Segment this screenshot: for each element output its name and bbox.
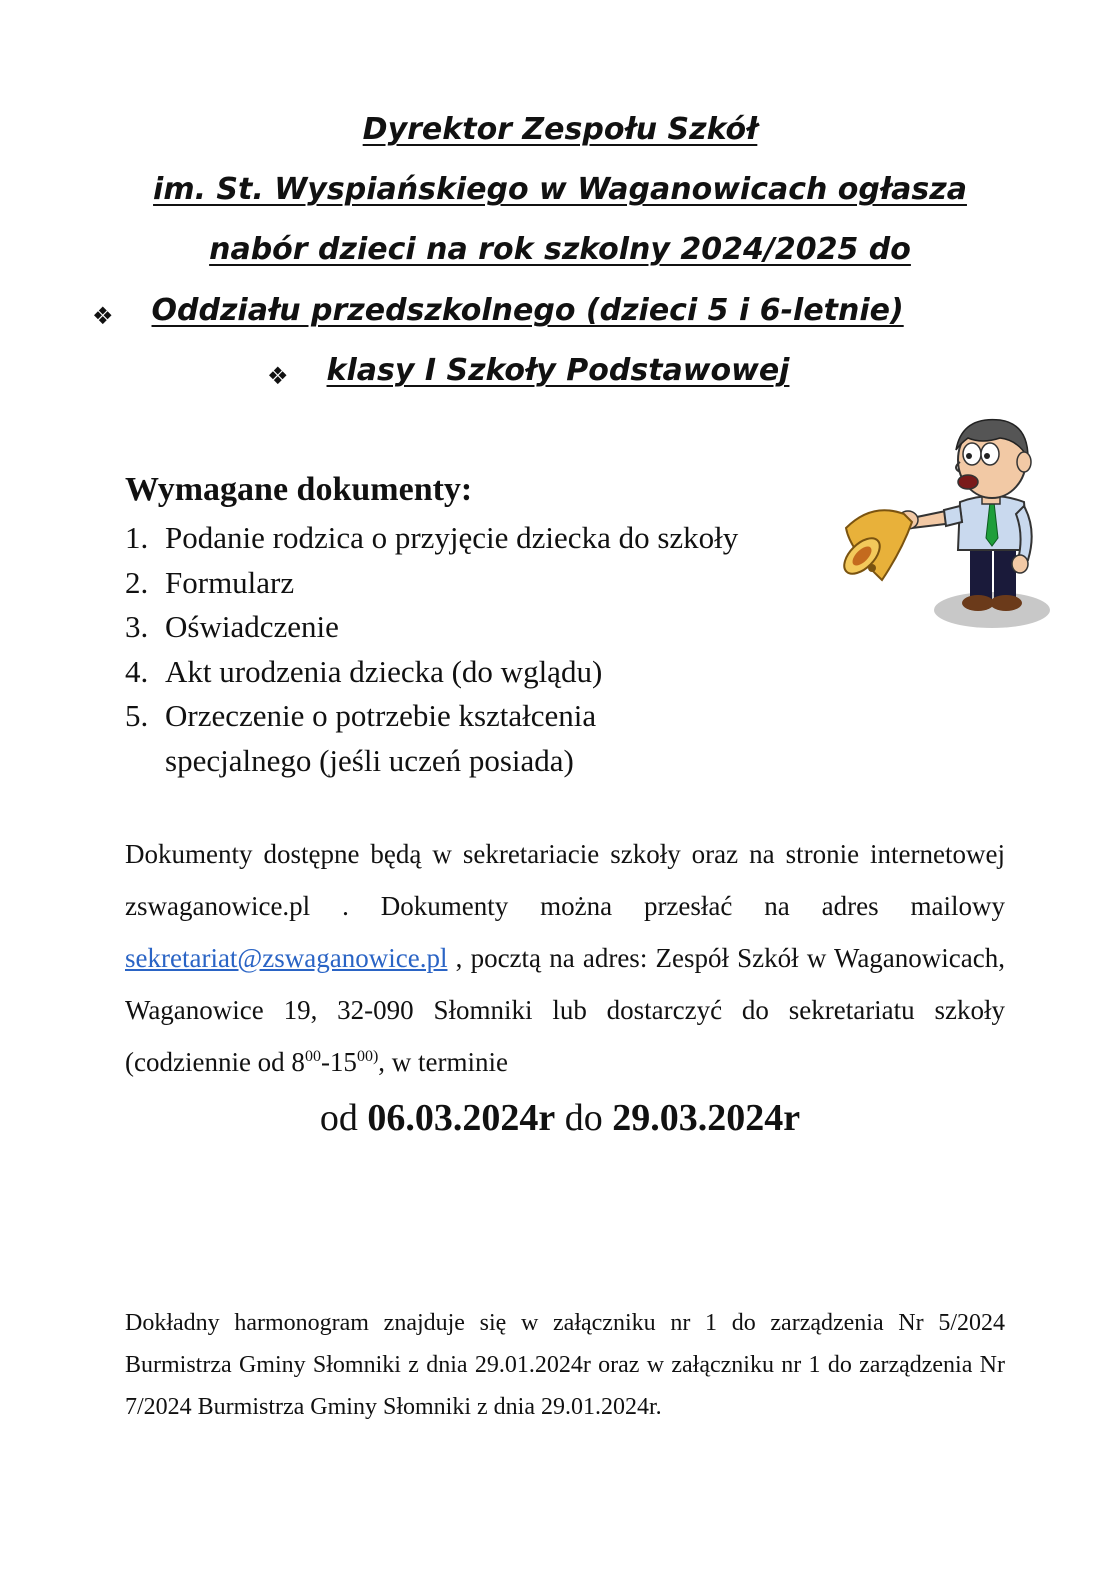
- list-item: 2. Formularz: [125, 564, 295, 600]
- heading-line-1: Dyrektor Zespołu Szkół: [362, 112, 758, 147]
- required-documents-title: Wymagane dokumenty:: [125, 471, 473, 508]
- date-to: 29.03.2024r: [612, 1097, 801, 1139]
- diamond-bullet-icon: ❖: [92, 302, 114, 331]
- documents-info-paragraph: Dokumenty dostępne będą w sekretariacie szkoły oraz na stronie internetowej zswaganowice.pl . Dokumenty można przesłać na adres mailowy sekretariat@zswaganowice.pl , pocztą na adres: Zespół Szkół w Waganowicach, Waganowice 19, 32-090 Słomniki lub dostarczyć do sekretariatu szkoły (codziennie od $8^{00}-15^{00)}$, w terminie: [125, 839, 1005, 1077]
- target-first-grade: [267, 351, 789, 396]
- target-preschool: [92, 291, 904, 336]
- heading-line-2: im. St. Wyspiańskiego w Waganowicach ogłasza: [153, 172, 967, 207]
- diamond-bullet-icon: ❖: [267, 362, 289, 391]
- list-item: 1. Podanie rodzica o przyjęcie dziecka do szkoły: [125, 520, 739, 555]
- list-item: 5. Orzeczenie o potrzebie kształcenia specjalnego (jeśli uczeń posiada): [125, 698, 597, 778]
- submission-dates: od 06.03.2024r do 29.03.2024r: [319, 1097, 801, 1139]
- heading-line-3: nabór dzieci na rok szkolny 2024/2025 do: [209, 232, 911, 267]
- man-ringing-bell-icon: [832, 410, 1052, 635]
- list-item: 3. Oświadczenie: [125, 609, 339, 644]
- target-preschool-text: Oddziału przedszkolnego (dzieci 5 i 6-letnie): [151, 293, 904, 328]
- list-item: 4. Akt urodzenia dziecka (do wglądu): [125, 653, 603, 689]
- required-documents-list: [125, 516, 825, 783]
- schedule-note: Dokładny harmonogram znajduje się w załączniku nr 1 do zarządzenia Nr 5/2024 Burmistrza Gminy Słomniki z dnia 29.01.2024r oraz w załączniku nr 1 do zarządzenia Nr 7/2024 Burmistrza Gminy Słomniki z dnia 29.01.2024r.: [125, 1310, 1005, 1420]
- target-first-grade-text: klasy I Szkoły Podstawowej: [326, 353, 790, 388]
- date-from: 06.03.2024r: [367, 1097, 556, 1139]
- email-link[interactable]: sekretariat@zswaganowice.pl: [125, 943, 448, 973]
